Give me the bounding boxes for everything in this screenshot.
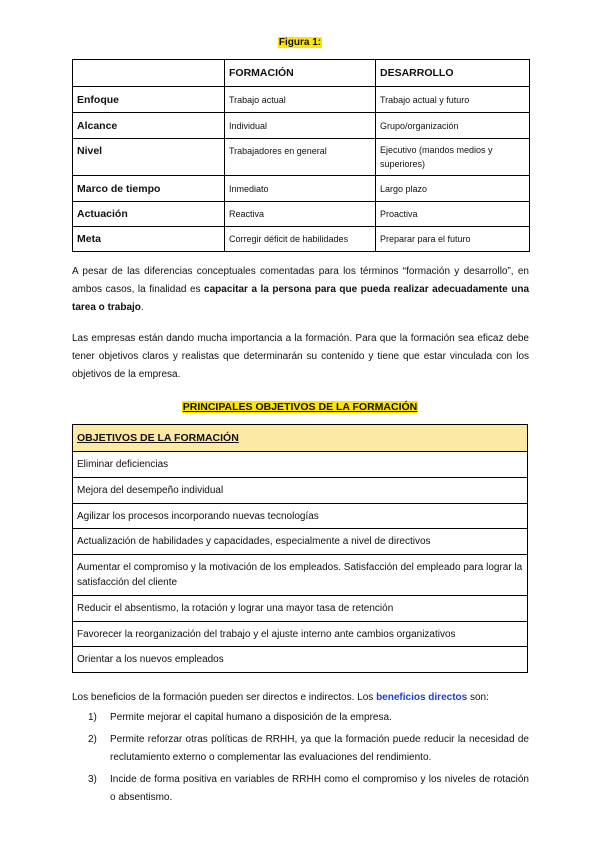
comparison-header-desarrollo: DESARROLLO <box>376 60 530 87</box>
desarrollo-cell: Ejecutivo (mandos medios y superiores) <box>376 139 530 176</box>
paragraph-finalidad <box>72 263 529 317</box>
comparison-table <box>72 59 530 252</box>
objectives-section-title: PRINCIPALES OBJETIVOS DE LA FORMACIÓN <box>182 401 418 413</box>
comparison-row <box>73 176 530 202</box>
desarrollo-cell: Preparar para el futuro <box>376 227 530 252</box>
objective-item: Actualización de habilidades y capacidades, especialmente a nivel de directivos <box>73 529 528 555</box>
comparison-header-row <box>73 60 530 87</box>
benefits-intro-end: son: <box>467 692 489 703</box>
benefit-item <box>88 731 529 767</box>
objective-row <box>73 504 528 529</box>
benefit-number: 1) <box>88 712 97 723</box>
row-label: Actuación <box>73 202 225 227</box>
benefit-item <box>88 771 529 807</box>
objective-item: Favorecer la reorganización del trabajo y el ajuste interno ante cambios organizativos <box>73 622 528 647</box>
objective-item: Agilizar los procesos incorporando nuevas tecnologías <box>73 504 528 529</box>
objectives-header: OBJETIVOS DE LA FORMACIÓN <box>73 425 528 452</box>
objective-row <box>73 647 528 673</box>
objective-item: Orientar a los nuevos empleados <box>73 647 528 673</box>
objective-row <box>73 478 528 504</box>
paragraph1-text: A pesar de las diferencias conceptuales comentadas para los términos “formación y desarrollo”, en ambos casos, la finalidad es <box>72 266 529 295</box>
formacion-cell: Trabajo actual <box>225 87 376 113</box>
benefits-highlight: beneficios directos <box>376 692 468 703</box>
objective-row <box>73 529 528 555</box>
benefit-number: 3) <box>88 774 97 785</box>
desarrollo-cell: Grupo/organización <box>376 113 530 139</box>
comparison-header-formacion: FORMACIÓN <box>225 60 376 87</box>
comparison-header-empty <box>73 60 225 87</box>
formacion-cell: Reactiva <box>225 202 376 227</box>
comparison-row <box>73 139 530 176</box>
row-label: Marco de tiempo <box>73 176 225 202</box>
benefits-list <box>88 709 529 811</box>
objective-row <box>73 555 528 596</box>
comparison-row <box>73 202 530 227</box>
benefits-intro-text: Los beneficios de la formación pueden ser directos e indirectos. Los <box>72 692 377 703</box>
paragraph-importancia: Las empresas están dando mucha importancia a la formación. Para que la formación sea eficaz debe tener objetivos claros y realistas que determinarán su contenido y tiene que estar vinculada con los objetivos de la empresa. <box>72 333 529 380</box>
comparison-row <box>73 87 530 113</box>
formacion-cell: Individual <box>225 113 376 139</box>
benefits-intro <box>72 692 532 703</box>
comparison-row <box>73 113 530 139</box>
objectives-header-row <box>73 425 528 452</box>
objective-row <box>73 596 528 622</box>
benefit-number: 2) <box>88 734 97 745</box>
benefit-text: Permite mejorar el capital humano a disposición de la empresa. <box>110 712 392 723</box>
desarrollo-cell: Proactiva <box>376 202 530 227</box>
objective-item: Aumentar el compromiso y la motivación de los empleados. Satisfacción del empleado para lograr la satisfacción del cliente <box>73 555 528 596</box>
objectives-table <box>72 424 528 673</box>
paragraph1-bold: capacitar a la persona para que pueda realizar adecuadamente una tarea o trabajo <box>72 284 530 313</box>
row-label: Nivel <box>73 139 225 176</box>
benefit-text: Incide de forma positiva en variables de RRHH como el compromiso y los niveles de rotación o absentismo. <box>110 774 529 803</box>
formacion-cell: Corregir déficit de habilidades <box>225 227 376 252</box>
comparison-row <box>73 227 530 252</box>
formacion-cell: Trabajadores en general <box>225 139 376 176</box>
row-label: Alcance <box>73 113 225 139</box>
objective-item: Mejora del desempeño individual <box>73 478 528 504</box>
row-label: Meta <box>73 227 225 252</box>
objective-row <box>73 622 528 647</box>
row-label: Enfoque <box>73 87 225 113</box>
objective-row <box>73 452 528 478</box>
formacion-cell: Inmediato <box>225 176 376 202</box>
benefit-item <box>88 709 529 727</box>
paragraph1-end: . <box>140 302 144 313</box>
objective-item: Eliminar deficiencias <box>73 452 528 478</box>
benefit-text: Permite reforzar otras políticas de RRHH, ya que la formación puede reducir la necesidad de reclutamiento externo o complementar las evaluaciones del rendimiento. <box>110 734 529 763</box>
figure-title: Figura 1: <box>278 37 322 48</box>
objective-item: Reducir el absentismo, la rotación y lograr una mayor tasa de retención <box>73 596 528 622</box>
desarrollo-cell: Trabajo actual y futuro <box>376 87 530 113</box>
desarrollo-cell: Largo plazo <box>376 176 530 202</box>
